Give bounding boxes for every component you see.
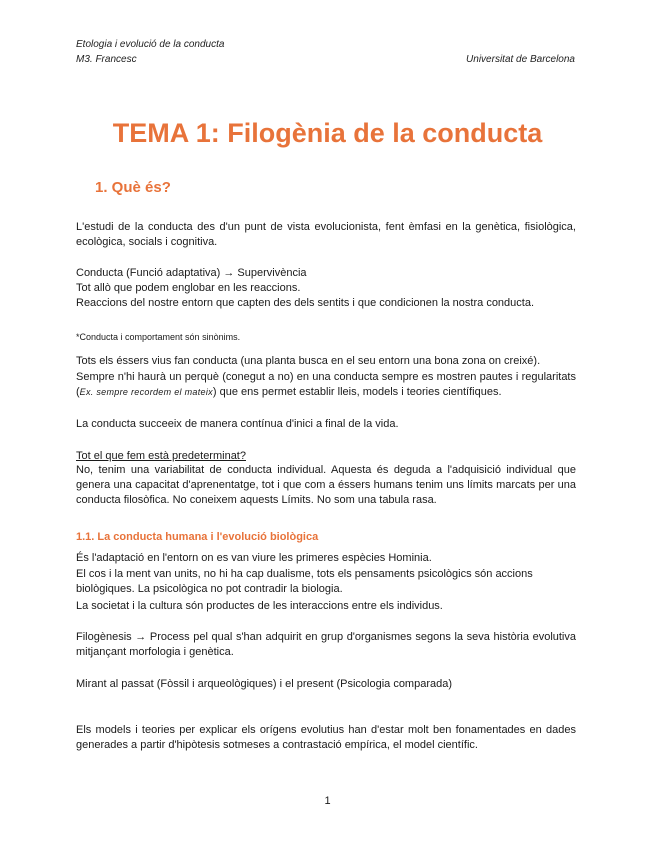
past-present-line: Mirant al passat (Fòssil i arqueològiques) i el present (Psicologia comparada) xyxy=(76,678,453,690)
reactions-line: Tot allò que podem englobar en les reaccions. xyxy=(76,282,301,294)
regularities-paragraph xyxy=(76,370,576,400)
models-paragraph: Els models i teories per explicar els orígens evolutius han d'estar molt ben fonamentades en dades generades a partir d'hipòtesis sotmeses a contrastació empírica, el model científic. xyxy=(76,724,576,751)
body-mind-paragraph: El cos i la ment van units, no hi ha cap dualisme, tots els pensaments psicològics són accions biològiques. La psicològica no pot contradir la biologia. xyxy=(76,568,533,595)
continuous-line: La conducta succeeix de manera contínua d'inici a final de la vida. xyxy=(76,418,399,430)
regularities-text-b: ) que ens permet establir lleis, models i teories científiques. xyxy=(212,386,502,398)
conducta-line: Conducta (Funció adaptativa) → Supervivència xyxy=(76,267,307,279)
regularities-example: Ex. sempre recordem el mateix xyxy=(79,387,213,397)
section-heading: 1. Què és? xyxy=(95,179,171,196)
intro-paragraph: L'estudi de la conducta des d'un punt de vista evolucionista, fent èmfasi en la genètica, fisiològica, ecològica, socials i cognitiva. xyxy=(76,221,576,248)
synonym-note: *Conducta i comportament són sinònims. xyxy=(76,332,241,342)
phylogenesis-paragraph: Filogènesis → Process pel qual s'han adquirit en grup d'organismes segons la seva història evolutiva mitjançant morfologia i genètica. xyxy=(76,631,576,658)
page-number: 1 xyxy=(324,795,331,807)
question-line: Tot el que fem està predeterminat? xyxy=(76,450,246,462)
society-line: La societat i la cultura són productes de les interaccions entre els individus. xyxy=(76,600,443,612)
header-module: M3. Francesc xyxy=(76,54,137,65)
adaptation-line: És l'adaptació en l'entorn on es van viure les primeres espècies Hominia. xyxy=(76,552,432,564)
environment-line: Reaccions del nostre entorn que capten des dels sentits i que condicionen la nostra conducta. xyxy=(76,297,535,309)
subsection-heading: 1.1. La conducta humana i l'evolució biològica xyxy=(76,531,319,543)
page-title: TEMA 1: Filogènia de la conducta xyxy=(112,118,543,148)
header-course: Etologia i evolució de la conducta xyxy=(76,39,225,50)
answer-paragraph: No, tenim una variabilitat de conducta individual. Aquesta és deguda a l'adquisició individual que genera una capacitat d'aprenentatge, tot i que com a éssers humans tenim uns límits marcats per una conducta filosòfica. No coneixem aquests Límits. No som una tabula rasa. xyxy=(76,464,576,506)
regularities-text-a: Sempre n'hi haurà un perquè (conegut a no) en una conducta sempre es mostren pautes i regularitats ( xyxy=(76,371,576,398)
header-university: Universitat de Barcelona xyxy=(466,54,575,65)
living-beings-line: Tots els éssers vius fan conducta (una planta busca en el seu entorn una bona zona on creixé). xyxy=(76,355,541,367)
